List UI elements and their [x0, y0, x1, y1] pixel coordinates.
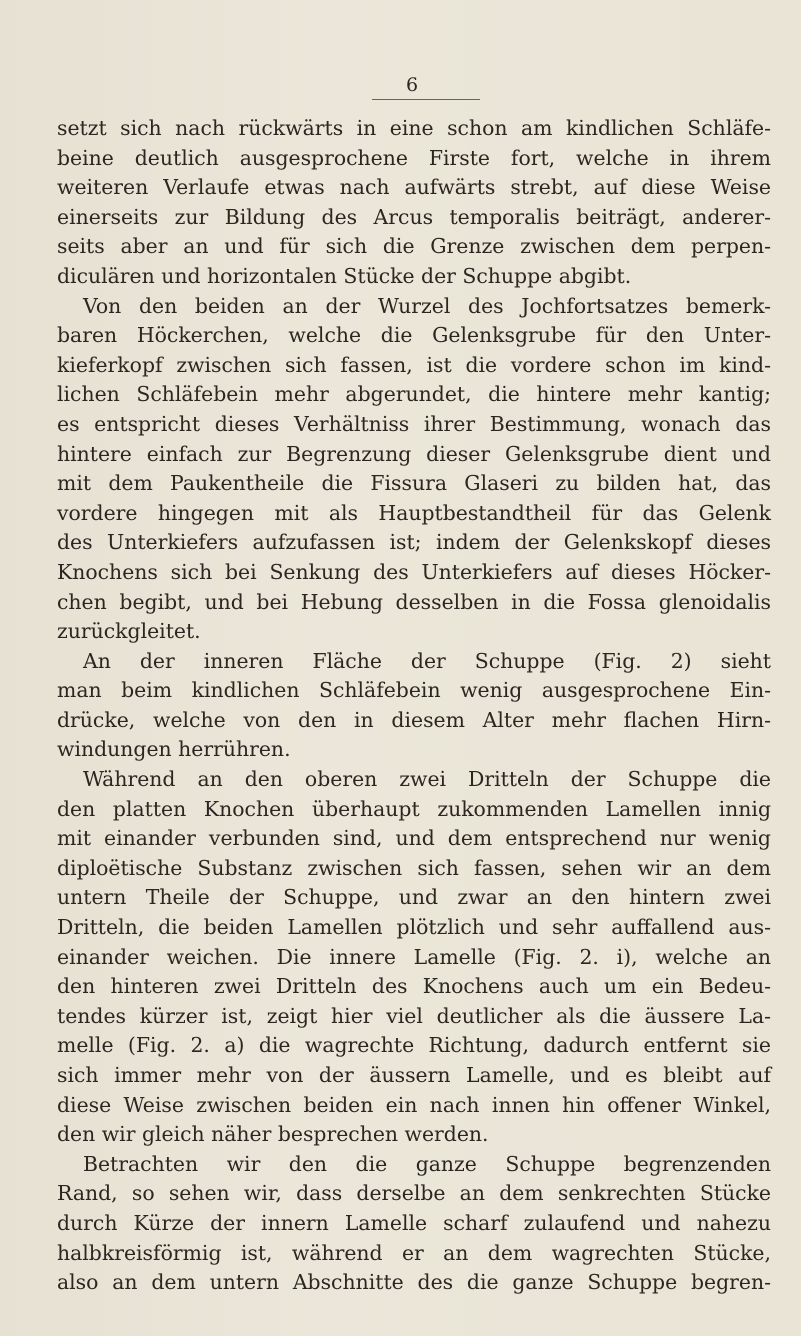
text-line: diploëtische Substanz zwischen sich fassen, sehen wir an dem	[57, 855, 771, 880]
text-line: einerseits zur Bildung des Arcus temporalis beiträgt, anderer-	[57, 204, 771, 229]
text-line: diese Weise zwischen beiden ein nach innen hin offener Winkel,	[57, 1092, 771, 1117]
text-line: weiteren Verlaufe etwas nach aufwärts strebt, auf diese Weise	[57, 175, 771, 200]
text-line: zurückgleitet.	[57, 619, 201, 644]
text-line: seits aber an und für sich die Grenze zwischen dem perpen-	[57, 234, 771, 259]
text-line: Betrachten wir den die ganze Schuppe begrenzenden	[83, 1151, 771, 1176]
text-line: kieferkopf zwischen sich fassen, ist die vordere schon im kind-	[57, 352, 771, 377]
text-line: An der inneren Fläche der Schuppe (Fig. 2) sieht	[83, 648, 771, 673]
text-line: den hinteren zwei Dritteln des Knochens auch um ein Bedeu-	[57, 974, 771, 999]
text-line: mit einander verbunden sind, und dem entsprechend nur wenig	[57, 826, 771, 851]
text-line: man beim kindlichen Schläfebein wenig ausgesprochene Ein-	[57, 678, 771, 703]
text-line: des Unterkiefers aufzufassen ist; indem der Gelenkskopf dieses	[57, 530, 771, 555]
text-line: also an dem untern Abschnitte des die ganze Schuppe begren-	[57, 1270, 771, 1295]
text-line: mit dem Paukentheile die Fissura Glaseri zu bilden hat, das	[57, 471, 771, 496]
text-line: melle (Fig. 2. a) die wagrechte Richtung, dadurch entfernt sie	[57, 1033, 771, 1058]
text-line: Von den beiden an der Wurzel des Jochfortsatzes bemerk-	[83, 293, 771, 318]
text-line: es entspricht dieses Verhältniss ihrer Bestimmung, wonach das	[57, 411, 771, 436]
text-line: windungen herrühren.	[57, 737, 291, 762]
text-line: hintere einfach zur Begrenzung dieser Gelenksgrube dient und	[57, 441, 771, 466]
text-line: diculären und horizontalen Stücke der Schuppe abgibt.	[57, 263, 632, 288]
text-line: Während an den oberen zwei Dritteln der Schuppe die	[83, 767, 771, 792]
text-line: vordere hingegen mit als Hauptbestandtheil für das Gelenk	[57, 500, 771, 525]
text-line: untern Theile der Schuppe, und zwar an den hintern zwei	[57, 885, 771, 910]
header-rule	[372, 99, 480, 100]
text-line: lichen Schläfebein mehr abgerundet, die hintere mehr kantig;	[57, 382, 771, 407]
text-line: chen begibt, und bei Hebung desselben in die Fossa glenoidalis	[57, 589, 771, 614]
text-line: baren Höckerchen, welche die Gelenksgrube für den Unter-	[57, 323, 771, 348]
text-line: einander weichen. Die innere Lamelle (Fig. 2. i), welche an	[57, 944, 771, 969]
text-line: beine deutlich ausgesprochene Firste fort, welche in ihrem	[57, 145, 771, 170]
text-line: Rand, so sehen wir, dass derselbe an dem senkrechten Stücke	[57, 1181, 771, 1206]
text-line: setzt sich nach rückwärts in eine schon am kindlichen Schläfe-	[57, 116, 771, 140]
text-line: tendes kürzer ist, zeigt hier viel deutlicher als die äussere La-	[57, 1003, 771, 1028]
text-line: den wir gleich näher besprechen werden.	[57, 1122, 489, 1147]
text-line: den platten Knochen überhaupt zukommenden Lamellen innig	[57, 796, 771, 821]
text-line: sich immer mehr von der äussern Lamelle, und es bleibt auf	[57, 1063, 771, 1087]
text-line: Dritteln, die beiden Lamellen plötzlich und sehr auffallend aus-	[57, 915, 771, 940]
text-line: durch Kürze der innern Lamelle scharf zulaufend und nahezu	[57, 1210, 771, 1235]
text-line: halbkreisförmig ist, während er an dem wagrechten Stücke,	[57, 1240, 771, 1265]
text-line: Knochens sich bei Senkung des Unterkiefers auf dieses Höcker-	[57, 559, 771, 584]
page-number: 6	[405, 74, 420, 96]
body-text	[57, 114, 771, 1298]
text-line: drücke, welche von den in diesem Alter mehr flachen Hirn-	[57, 707, 771, 732]
